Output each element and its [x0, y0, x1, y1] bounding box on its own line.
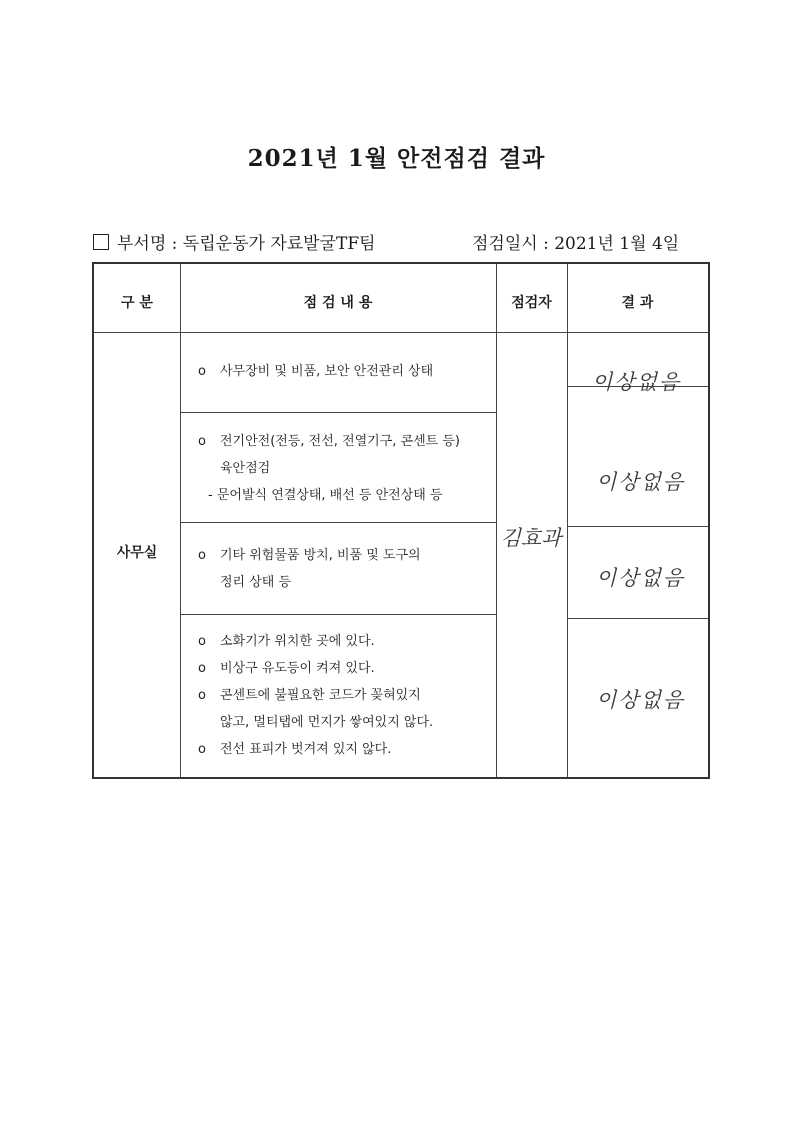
category-cell: 사무실: [116, 545, 158, 561]
department-label: 부서명 : 독립운동가 자료발굴TF팀: [117, 234, 376, 254]
header-category: 구 분: [121, 295, 153, 311]
result-row-4: 이상없음: [596, 688, 686, 712]
checkbox-icon: [93, 234, 109, 250]
header-content: 점 검 내 용: [303, 295, 373, 311]
page-title: 2021년 1월 안전점검 결과: [247, 145, 546, 172]
result-row-2: 이상없음: [596, 470, 686, 494]
inspection-table: [92, 262, 710, 779]
header-inspector: 점검자: [511, 295, 552, 311]
result-row-1: 이상없음: [592, 370, 682, 394]
inspection-date: 점검일시 : 2021년 1월 4일: [472, 234, 680, 254]
check-item-row-2: o 전기안전(전등, 전선, 전열기구, 콘센트 등) 육안점검 - 문어발식 연결상태, 배선 등 안전상태 등: [198, 434, 460, 503]
result-row-3: 이상없음: [596, 566, 686, 590]
inspector-signature: 김효과: [500, 526, 562, 550]
department-line: [93, 229, 376, 254]
check-item-row-4: o 소화기가 위치한 곳에 있다. o 비상구 유도등이 켜져 있다. o 콘센트에 불필요한 코드가 꽂혀있지 않고, 멀티탭에 먼지가 쌓여있지 않다. o 전선 표피가 벗겨져 있지 않다.: [198, 634, 434, 757]
check-item-row-1: o 사무장비 및 비품, 보안 안전관리 상태: [198, 364, 434, 379]
check-item-row-3: o 기타 위험물품 방치, 비품 및 도구의 정리 상태 등: [198, 548, 421, 590]
header-result: 결 과: [621, 295, 654, 311]
